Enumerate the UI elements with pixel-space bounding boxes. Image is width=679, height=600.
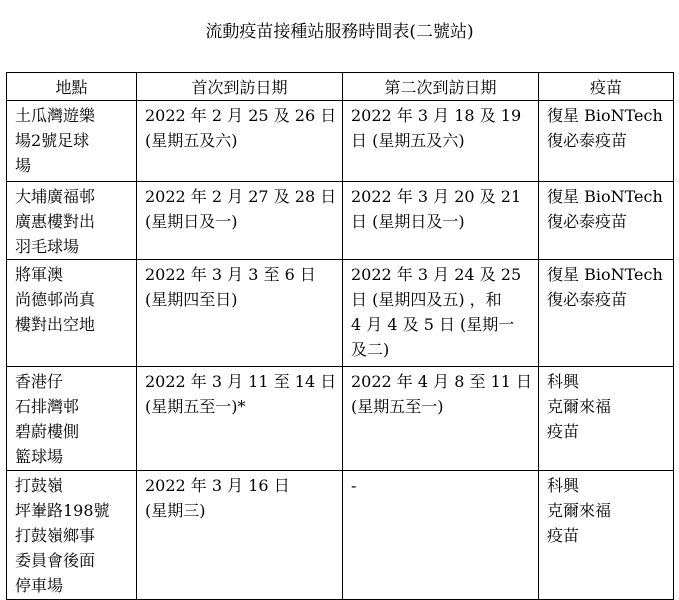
first-visit-line: 2022 年 3 月 11 至 14 日 xyxy=(145,372,337,391)
vaccine-cell xyxy=(539,471,674,600)
venue-line: 廣惠樓對出 xyxy=(15,212,96,231)
first-visit-line: (星期四至日) xyxy=(145,290,238,309)
table-row xyxy=(7,101,674,182)
header-venue: 地點 xyxy=(7,73,137,101)
header-second-visit: 第二次到訪日期 xyxy=(343,73,539,101)
first-visit-line: 2022 年 2 月 25 及 26 日 xyxy=(145,106,337,125)
second-visit-line: 2022 年 4 月 8 至 11 日 xyxy=(351,372,533,391)
first-visit-line: 2022 年 2 月 27 及 28 日 xyxy=(145,187,337,206)
first-visit-line: (星期日及一) xyxy=(145,212,238,231)
first-visit-line: (星期五及六) xyxy=(145,131,238,150)
first-visit-cell xyxy=(137,367,343,471)
first-visit-line: (星期五至一)* xyxy=(145,397,246,416)
vaccine-cell xyxy=(539,101,674,182)
page-title: 流動疫苗接種站服務時間表(二號站) xyxy=(205,22,474,42)
second-visit-line: 日 (星期五及六) xyxy=(351,131,465,150)
second-visit-line: (星期五至一) xyxy=(351,397,444,416)
vaccine-line: 科興 xyxy=(547,372,580,391)
venue-line: 停車場 xyxy=(15,576,64,595)
venue-line: 打鼓嶺鄉事 xyxy=(15,526,96,545)
second-visit-line: 2022 年 3 月 18 及 19 xyxy=(351,106,522,125)
venue-line: 香港仔 xyxy=(15,372,64,391)
venue-line: 石排灣邨 xyxy=(15,397,80,416)
venue-line: 將軍澳 xyxy=(15,265,64,284)
venue-cell xyxy=(7,101,137,182)
venue-line: 樓對出空地 xyxy=(15,315,96,334)
venue-cell xyxy=(7,182,137,260)
first-visit-line: 2022 年 3 月 16 日 xyxy=(145,476,290,495)
vaccine-line: 復星 BioNTech xyxy=(547,265,663,284)
venue-line: 羽毛球場 xyxy=(15,237,80,256)
venue-cell xyxy=(7,260,137,367)
vaccine-line: 復星 BioNTech xyxy=(547,187,663,206)
second-visit-cell xyxy=(343,101,539,182)
venue-line: 籃球場 xyxy=(15,447,64,466)
header-first-visit: 首次到訪日期 xyxy=(137,73,343,101)
vaccine-cell xyxy=(539,260,674,367)
first-visit-line: 2022 年 3 月 3 至 6 日 xyxy=(145,265,316,284)
venue-line: 土瓜灣遊樂 xyxy=(15,106,96,125)
vaccine-line: 克爾來福 xyxy=(547,397,612,416)
first-visit-line: (星期三) xyxy=(145,501,206,520)
vaccine-line: 疫苗 xyxy=(547,422,580,441)
second-visit-line: 及二) xyxy=(351,340,390,359)
first-visit-cell xyxy=(137,260,343,367)
first-visit-cell xyxy=(137,101,343,182)
venue-line: 坪輋路198號 xyxy=(15,501,110,520)
vaccine-line: 復必泰疫苗 xyxy=(547,212,628,231)
venue-line: 委員會後面 xyxy=(15,551,96,570)
vaccine-line: 疫苗 xyxy=(547,526,580,545)
table-header-row xyxy=(7,73,674,101)
vaccine-line: 克爾來福 xyxy=(547,501,612,520)
first-visit-cell xyxy=(137,471,343,600)
vaccine-line: 復星 BioNTech xyxy=(547,106,663,125)
venue-line: 場2號足球 xyxy=(15,131,90,150)
table-row xyxy=(7,182,674,260)
venue-line: 碧蔚樓側 xyxy=(15,422,80,441)
venue-line: 打鼓嶺 xyxy=(15,476,64,495)
vaccine-cell xyxy=(539,182,674,260)
second-visit-cell xyxy=(343,182,539,260)
second-visit-cell xyxy=(343,260,539,367)
second-visit-cell xyxy=(343,367,539,471)
table-row xyxy=(7,260,674,367)
venue-cell xyxy=(7,471,137,600)
second-visit-line: 4 月 4 及 5 日 (星期一 xyxy=(351,315,515,334)
second-visit-line: - xyxy=(351,476,357,495)
vaccine-line: 復必泰疫苗 xyxy=(547,131,628,150)
venue-cell xyxy=(7,367,137,471)
vaccine-line: 科興 xyxy=(547,476,580,495)
vaccination-schedule-table xyxy=(6,72,674,600)
vaccine-cell xyxy=(539,367,674,471)
second-visit-line: 2022 年 3 月 24 及 25 xyxy=(351,265,522,284)
second-visit-line: 日 (星期四及五) ，和 xyxy=(351,290,502,309)
first-visit-cell xyxy=(137,182,343,260)
second-visit-cell xyxy=(343,471,539,600)
header-vaccine: 疫苗 xyxy=(539,73,674,101)
venue-line: 尚德邨尚真 xyxy=(15,290,96,309)
table-row xyxy=(7,471,674,600)
second-visit-line: 2022 年 3 月 20 及 21 xyxy=(351,187,522,206)
second-visit-line: 日 (星期日及一) xyxy=(351,212,465,231)
table-row xyxy=(7,367,674,471)
venue-line: 場 xyxy=(15,156,32,175)
vaccine-line: 復必泰疫苗 xyxy=(547,290,628,309)
venue-line: 大埔廣福邨 xyxy=(15,187,96,206)
